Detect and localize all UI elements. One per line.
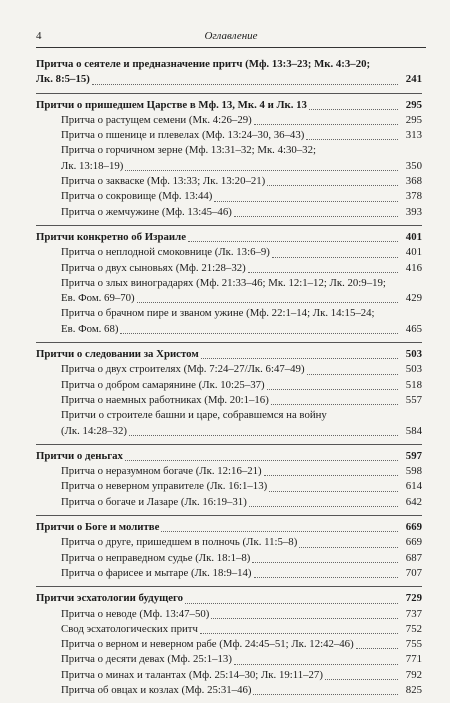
entry-page-number: 825 [405, 683, 422, 696]
toc-entry[interactable] [36, 113, 422, 128]
toc-section [36, 586, 422, 698]
toc-entry[interactable] [36, 637, 422, 652]
dot-leader [92, 84, 398, 85]
entry-text: Притча о минах и талантах (Мф. 25:14–30; Лк. 19:11–27) [61, 668, 323, 681]
section-divider [36, 225, 422, 226]
entry-text: Притча об овцах и козлах (Мф. 25:31–46) [61, 683, 252, 696]
entry-page-number: 350 [405, 159, 422, 172]
dot-leader [234, 216, 398, 217]
entry-line [36, 449, 422, 464]
toc-entry[interactable] [36, 143, 422, 174]
entry-page-number: 368 [405, 175, 422, 188]
entry-line [61, 393, 422, 408]
dot-leader [214, 201, 398, 202]
entry-page-number: 313 [405, 129, 422, 142]
section-heading[interactable] [36, 347, 422, 362]
toc-section [36, 515, 422, 581]
entry-text: (Лк. 14:28–32) [61, 424, 127, 437]
entry-page-number: 241 [405, 73, 422, 86]
entry-page-number: 737 [405, 607, 422, 620]
toc-entry[interactable] [36, 652, 422, 667]
entry-text: Притча о сокровище (Мф. 13:44) [61, 190, 213, 203]
toc-entry[interactable] [36, 683, 422, 698]
toc-entry[interactable] [36, 378, 422, 393]
entry-text-line: Притча о горчичном зерне (Мф. 13:31–32; Мк. 4:30–32; [61, 144, 316, 157]
entry-text: Притчи конкретно об Израиле [36, 230, 186, 243]
dot-leader [185, 603, 398, 604]
dot-leader [267, 389, 398, 390]
toc-entry[interactable] [36, 276, 422, 307]
toc-section [36, 342, 422, 439]
entry-line [36, 347, 422, 362]
section-divider [36, 93, 422, 94]
entry-text: Притча о неправедном судье (Лк. 18:1–8) [61, 551, 251, 564]
entry-text: Притча о жемчужине (Мф. 13:45–46) [61, 205, 232, 218]
entry-page-number: 401 [405, 230, 422, 243]
table-of-contents [36, 57, 422, 703]
toc-entry[interactable] [36, 408, 422, 439]
entry-line [61, 322, 422, 337]
entry-text: Притча о неверном управителе (Лк. 16:1–13) [61, 480, 268, 493]
entry-line [61, 261, 422, 276]
entry-line [61, 535, 422, 550]
entry-line [61, 566, 422, 581]
entry-page-number: 503 [405, 348, 422, 361]
section-divider [36, 515, 422, 516]
section-divider [36, 586, 422, 587]
entry-page-number: 669 [405, 521, 422, 534]
dot-leader [200, 633, 398, 634]
entry-page-number: 401 [405, 246, 422, 259]
toc-entry[interactable] [36, 464, 422, 479]
dot-leader [267, 185, 398, 186]
toc-section [36, 225, 422, 337]
entry-text: Притча о закваске (Мф. 13:33; Лк. 13:20–21) [61, 175, 266, 188]
entry-page-number: 378 [405, 190, 422, 203]
toc-entry[interactable] [36, 261, 422, 276]
dot-leader [234, 664, 398, 665]
entry-line [61, 652, 422, 667]
toc-entry[interactable] [36, 495, 422, 510]
entry-text: Притча о неплодной смоковнице (Лк. 13:6–9) [61, 246, 270, 259]
dot-leader [254, 577, 398, 578]
entry-line [61, 128, 422, 143]
dot-leader [137, 302, 398, 303]
entry-text: Ев. Фом. 68) [61, 322, 119, 335]
toc-entry[interactable] [36, 205, 422, 220]
toc-entry[interactable] [36, 128, 422, 143]
entry-text: Притча о наемных работниках (Мф. 20:1–16) [61, 393, 269, 406]
section-heading[interactable] [36, 57, 422, 88]
entry-page-number: 752 [405, 622, 422, 635]
entry-line [61, 174, 422, 189]
entry-line [61, 113, 422, 128]
dot-leader [248, 272, 398, 273]
entry-line [36, 72, 422, 87]
dot-leader [356, 648, 398, 649]
toc-entry[interactable] [36, 174, 422, 189]
toc-entry[interactable] [36, 306, 422, 337]
dot-leader [249, 506, 398, 507]
entry-text: Лк. 13:18–19) [61, 159, 124, 172]
entry-text: Притча о друге, пришедшем в полночь (Лк. 11:5–8) [61, 536, 298, 549]
running-title: Оглавление [204, 30, 258, 42]
entry-line [36, 520, 422, 535]
entry-text-line: Притча о злых виноградарях (Мф. 21:33–46; Мк. 12:1–12; Лк. 20:9–19; [61, 276, 386, 289]
entry-page-number: 597 [405, 449, 422, 462]
toc-entry[interactable] [36, 189, 422, 204]
entry-line [61, 291, 422, 306]
entry-page-number: 393 [405, 205, 422, 218]
entry-line [61, 607, 422, 622]
dot-leader [188, 241, 398, 242]
entry-line [61, 683, 422, 698]
entry-text: Свод эсхатологических притч [61, 622, 198, 635]
entry-line [61, 245, 422, 260]
entry-text: Притчи о пришедшем Царстве в Мф. 13, Мк. 4 и Лк. 13 [36, 98, 307, 111]
entry-line [61, 362, 422, 377]
entry-text: Притча о добром самарянине (Лк. 10:25–37) [61, 378, 265, 391]
entry-line [61, 668, 422, 683]
entry-text: Притчи о деньгах [36, 449, 123, 462]
entry-page-number: 503 [405, 363, 422, 376]
entry-page-number: 295 [405, 98, 422, 111]
section-heading[interactable] [36, 520, 422, 535]
dot-leader [307, 374, 398, 375]
dot-leader [125, 170, 398, 171]
entry-line [61, 464, 422, 479]
entry-page-number: 584 [405, 424, 422, 437]
entry-page-number: 295 [405, 113, 422, 126]
entry-text: Притча о пшенице и плевелах (Мф. 13:24–30, 36–43) [61, 129, 305, 142]
toc-entry[interactable] [36, 362, 422, 377]
dot-leader [125, 460, 398, 461]
toc-section [36, 444, 422, 510]
entry-line [61, 551, 422, 566]
dot-leader [120, 333, 398, 334]
toc-entry[interactable] [36, 479, 422, 494]
section-divider [36, 444, 422, 445]
entry-page-number: 465 [405, 322, 422, 335]
header-rule [36, 47, 426, 48]
entry-line [36, 230, 422, 245]
entry-page-number: 416 [405, 261, 422, 274]
entry-page-number: 687 [405, 551, 422, 564]
dot-leader [254, 124, 398, 125]
dot-leader [272, 257, 398, 258]
entry-text-line: Притча о сеятеле и предназначение притч (Мф. 13:3–23; Мк. 4:3–20; [36, 58, 371, 70]
section-divider [36, 342, 422, 343]
dot-leader [253, 694, 398, 695]
entry-text-line: Притча о брачном пире и званом ужине (Мф. 22:1–14; Лк. 14:15–24; [61, 307, 375, 320]
entry-line [36, 98, 422, 113]
toc-entry[interactable] [36, 566, 422, 581]
entry-text: Притча о двух сыновьях (Мф. 21:28–32) [61, 261, 246, 274]
entry-page-number: 429 [405, 292, 422, 305]
entry-page-number: 729 [405, 592, 422, 605]
toc-entry[interactable] [36, 535, 422, 550]
dot-leader [269, 491, 398, 492]
toc-entry[interactable] [36, 245, 422, 260]
entry-page-number: 707 [405, 566, 422, 579]
toc-section [36, 93, 422, 220]
section-heading[interactable] [36, 591, 422, 606]
entry-text: Притча о десяти девах (Мф. 25:1–13) [61, 653, 232, 666]
dot-leader [309, 109, 398, 110]
dot-leader [306, 139, 398, 140]
entry-page-number: 518 [405, 378, 422, 391]
toc-entry[interactable] [36, 551, 422, 566]
dot-leader [161, 531, 398, 532]
entry-page-number: 755 [405, 638, 422, 651]
entry-page-number: 557 [405, 393, 422, 406]
entry-text: Притча о двух строителях (Мф. 7:24–27/Лк. 6:47–49) [61, 363, 305, 376]
section-heading[interactable] [36, 230, 422, 245]
entry-text: Притча о неводе (Мф. 13:47–50) [61, 607, 210, 620]
entry-line [61, 622, 422, 637]
entry-text: Притча о фарисее и мытаре (Лк. 18:9–14) [61, 566, 252, 579]
entry-line [61, 189, 422, 204]
entry-page-number: 614 [405, 480, 422, 493]
entry-page-number: 642 [405, 495, 422, 508]
entry-line [36, 591, 422, 606]
entry-line [61, 495, 422, 510]
entry-line [61, 637, 422, 652]
entry-page-number: 792 [405, 668, 422, 681]
dot-leader [211, 618, 398, 619]
dot-leader [325, 679, 398, 680]
entry-text: Притча о верном и неверном рабе (Мф. 24:45–51; Лк. 12:42–46) [61, 638, 354, 651]
toc-entry[interactable] [36, 607, 422, 622]
dot-leader [129, 435, 398, 436]
entry-text: Притчи о Боге и молитве [36, 521, 160, 534]
entry-text: Лк. 8:5–15) [36, 73, 90, 86]
entry-text-line: Притчи о строителе башни и царе, собравшемся на войну [61, 409, 327, 422]
entry-text: Притчи о следовании за Христом [36, 348, 199, 361]
entry-text: Притча о богаче и Лазаре (Лк. 16:19–31) [61, 495, 247, 508]
entry-line [61, 479, 422, 494]
dot-leader [271, 404, 398, 405]
section-heading[interactable] [36, 98, 422, 113]
dot-leader [201, 358, 398, 359]
toc-entry[interactable] [36, 622, 422, 637]
toc-entry[interactable] [36, 393, 422, 408]
entry-text: Ев. Фом. 69–70) [61, 292, 135, 305]
running-header [36, 30, 426, 46]
entry-page-number: 771 [405, 653, 422, 666]
entry-text: Притчи эсхатологии будущего [36, 592, 184, 605]
entry-text: Притча о растущем семени (Мк. 4:26–29) [61, 113, 252, 126]
page-number: 4 [36, 30, 42, 42]
entry-page-number: 669 [405, 536, 422, 549]
dot-leader [264, 475, 398, 476]
entry-text: Притча о неразумном богаче (Лк. 12:16–21) [61, 465, 262, 478]
section-heading[interactable] [36, 449, 422, 464]
entry-line [61, 205, 422, 220]
toc-section [36, 57, 422, 88]
entry-page-number: 598 [405, 465, 422, 478]
entry-line [61, 378, 422, 393]
entry-line [61, 159, 422, 174]
toc-entry[interactable] [36, 668, 422, 683]
dot-leader [252, 562, 398, 563]
dot-leader [299, 547, 398, 548]
entry-line [61, 424, 422, 439]
